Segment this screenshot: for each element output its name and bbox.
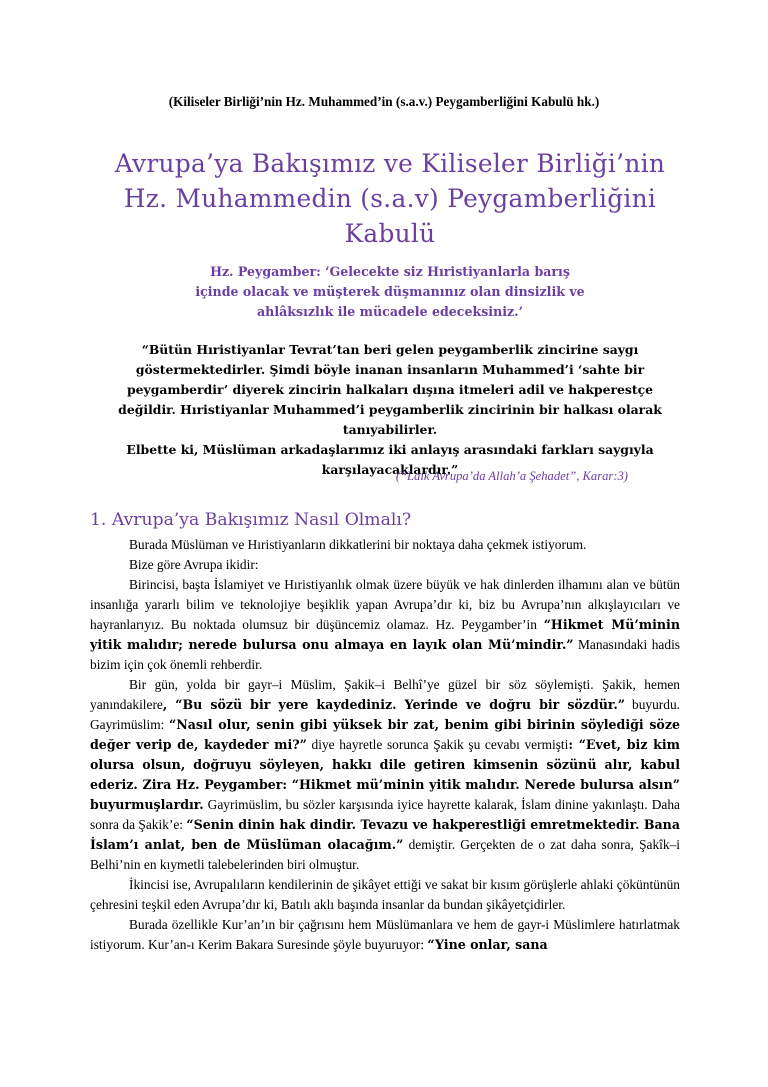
bold-quote: “Yine onlar, sana (427, 937, 548, 952)
paragraph (90, 575, 680, 675)
block-quote (86, 340, 694, 480)
paragraph-text: demiştir. Gerçekten de o zat daha sonra, Şakîk–i Belhi’nin en kıymetli talebelerinden biri olmuştur. (90, 837, 680, 872)
hadith-line: ahlâksızlık ile mücadele edeceksiniz.’ (257, 304, 523, 319)
title-line: Avrupa’ya Bakışımız ve Kiliseler Birliği’nin (114, 149, 666, 178)
hadith-quote: “Hikmet Mü’minin yitik malıdır; nerede bulursa onu almaya en layık olan Mü’mindir.” (90, 617, 680, 652)
quote-line: Elbette ki, Müslüman arkadaşlarımız iki anlayış arasındaki farkları saygıyla (126, 442, 654, 457)
paragraph (90, 675, 680, 875)
section-body (90, 535, 680, 955)
title-line: Kabulü (344, 219, 436, 248)
paragraph-text: Gayrimüslim, bu sözler karşısında iyice hayrette kalarak, İslam dinine yakınlaştı. Daha sonra da Şakik’e: (90, 797, 680, 832)
top-note: (Kiliseler Birliği’nin Hz. Muhammed’in (s.a.v.) Peygamberliğini Kabulü hk.) (168, 94, 600, 109)
main-title (40, 146, 740, 251)
paragraph (90, 915, 680, 955)
bold-quote: “Nasıl olur, senin gibi yüksek bir zat, benim gibi birinin söylediği söze değer verip de, kaydeder mi?” (90, 717, 680, 752)
quote-line: “Bütün Hıristiyanlar Tevrat’tan beri gelen peygamberlik zincirine saygı (141, 342, 639, 357)
quote-line: göstermektedirler. Şimdi böyle inanan insanların Muhammed’i ‘sahte bir (135, 362, 645, 377)
paragraph-text: Manasındaki hadis bizim için çok önemli rehberdir. (90, 637, 680, 672)
quote-line: peygamberdir’ diyerek zincirin halkaları dışına itmeleri adil ve hakperestçe (126, 382, 654, 397)
paragraph: Bize göre Avrupa ikidir: (129, 557, 259, 572)
quote-line: tanıyabilirler. (342, 422, 438, 437)
quote-line: karşılayacaklardır.” (321, 462, 459, 477)
paragraph: İkincisi ise, Avrupalıların kendilerinin de şikâyet ettiği ve sakat bir kısım görüşlerle ahlaki çöküntünün çehresini teşkil eden Avrupa’dır ki, Batılı aklı başında insanlar da bundan şikâyetçidirler. (90, 877, 680, 912)
paragraph-text: Birincisi, başta İslamiyet ve Hıristiyanlık olmak üzere büyük ve hak dinlerden ilhamını alan ve bütün insanlığa yararlı bilim ve teknolojiye beşiklik yapan Avrupa’dır ki, biz bu Avrupa’nın alkışlayıcıları ve hayranlarıyız. Bu noktada olumsuz bir düşüncemiz olamaz. Hz. Peygamber’in (90, 577, 680, 632)
hadith-line: Hz. Peygamber: ‘Gelecekte siz Hıristiyanlarla barış (210, 264, 570, 279)
paragraph-text: buyurdu. Gayrimüslim: (90, 697, 680, 732)
section-heading: 1. Avrupa’ya Bakışımız Nasıl Olmalı? (90, 510, 412, 530)
paragraph-text: diye hayretle sorunca Şakik şu cevabı vermişti (306, 737, 569, 752)
paragraph-text: Burada özellikle Kur’an’ın bir çağrısını hem Müslümanlara ve hem de gayr-i Müslimlere hatırlatmak istiyorum. Kur’an-ı Kerim Bakara Suresinde şöyle buyuruyor: (90, 917, 680, 952)
quote-citation: (“Laik Avrupa’da Allah’a Şehadet”, Karar:3) (395, 469, 628, 483)
quote-line: değildir. Hıristiyanlar Muhammed’i peygamberlik zincirinin bir halkası olarak (118, 402, 662, 417)
hadith-line: içinde olacak ve müşterek düşmanınız olan dinsizlik ve (195, 284, 585, 299)
bold-quote: “Senin dinin hak dindir. Tevazu ve hakperestliği emretmektedir. Bana İslam’ı anlat, ben de Müslüman olacağım.” (90, 817, 680, 852)
paragraph-text: Bir gün, yolda bir gayr–i Müslim, Şakik–i Belhî’ye güzel bir söz söylemişti. Şakik, hemen yanındakilere (90, 677, 680, 712)
bold-quote: , “Bu sözü bir yere kaydediniz. Yerinde ve doğru bir sözdür.” (162, 697, 626, 712)
bold-quote: : “Evet, biz kim olursa olsun, doğruyu söyleyen, hakkı dile getiren kimsenin sözünü alır, kabul ederiz. Zira Hz. Peygamber: “Hikmet mü’minin yitik malıdır. Nerede bulursa alsın” buyurmuşlardır. (90, 737, 680, 812)
paragraph: Burada Müslüman ve Hıristiyanların dikkatlerini bir noktaya daha çekmek istiyorum. (129, 537, 587, 552)
title-line: Hz. Muhammedin (s.a.v) Peygamberliğini (123, 184, 657, 213)
hadith-epigraph (120, 262, 660, 322)
